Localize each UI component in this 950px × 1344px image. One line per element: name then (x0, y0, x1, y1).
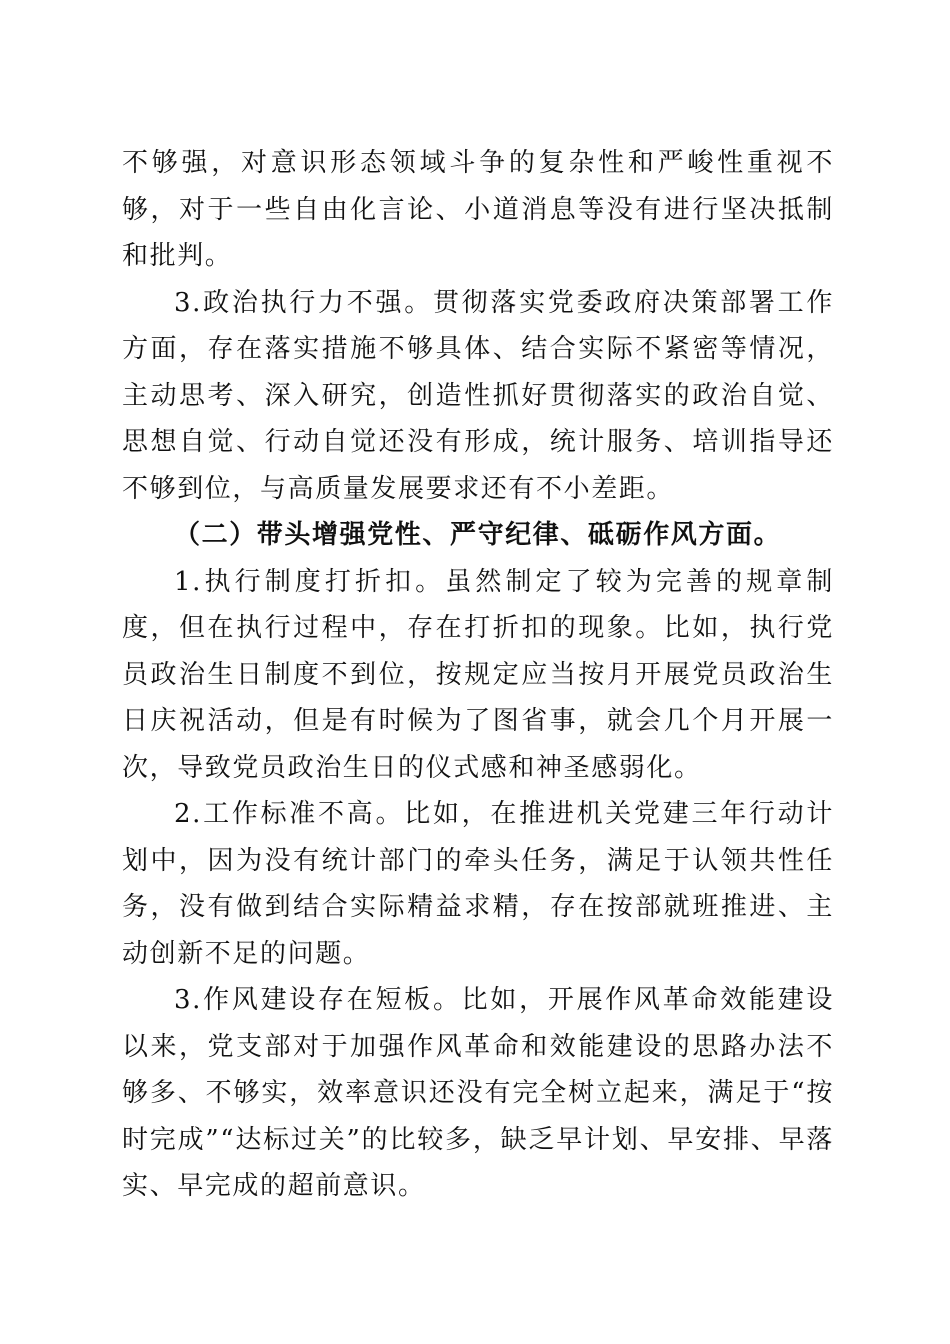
paragraph-item-work-standards: 2.工作标准不高。比如，在推进机关党建三年行动计划中，因为没有统计部门的牵头任务，满足于认领共性任务，没有做到结合实际精益求精，存在按部就班推进、主动创新不足的问题。 (122, 799, 834, 969)
section-heading: （二）带头增强党性、严守纪律、砥砺作风方面。 (174, 520, 782, 550)
document-body (122, 140, 834, 1210)
paragraph-item-political-execution: 3.政治执行力不强。贯彻落实党委政府决策部署工作方面，存在落实措施不够具体、结合实际不紧密等情况，主动思考、深入研究，创造性抓好贯彻落实的政治自觉、思想自觉、行动自觉还没有形成，统计服务、培训指导还不够到位，与高质量发展要求还有不小差距。 (122, 287, 834, 504)
paragraph-continuation: 不够强，对意识形态领域斗争的复杂性和严峻性重视不够，对于一些自由化言论、小道消息等没有进行坚决抵制和批判。 (122, 148, 834, 271)
paragraph-item-work-style: 3.作风建设存在短板。比如，开展作风革命效能建设以来，党支部对于加强作风革命和效能建设的思路办法不够多、不够实，效率意识还没有完全树立起来，满足于“按时完成”“达标过关”的比较多，缺乏早计划、早安排、早落实、早完成的超前意识。 (122, 985, 834, 1201)
paragraph-item-system-execution: 1.执行制度打折扣。虽然制定了较为完善的规章制度，但在执行过程中，存在打折扣的现象。比如，执行党员政治生日制度不到位，按规定应当按月开展党员政治生日庆祝活动，但是有时候为了图省事，就会几个月开展一次，导致党员政治生日的仪式感和神圣感弱化。 (122, 566, 834, 783)
